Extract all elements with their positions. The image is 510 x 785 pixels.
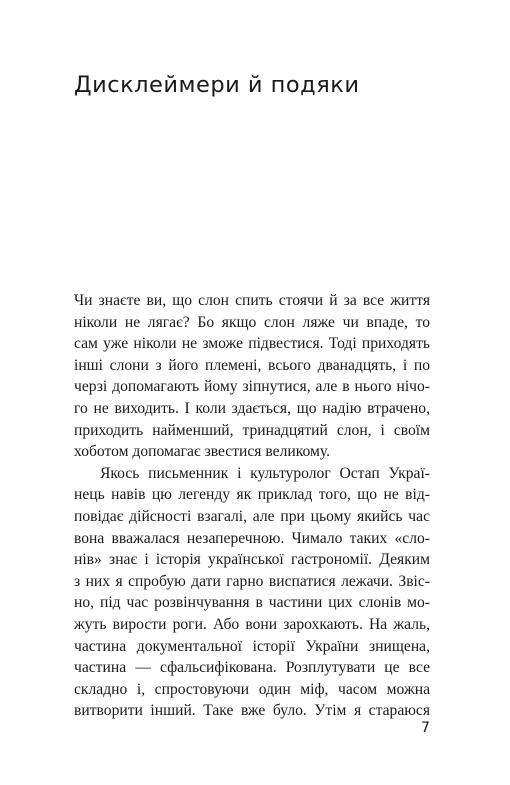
chapter-title: Дисклеймери й подяки	[74, 72, 360, 98]
text-line: частина — сфальсифікована. Розплутувати це все	[74, 659, 430, 677]
text-line: нець навів цю легенду як приклад того, що не від-	[74, 486, 430, 504]
text-line: ніколи не лягає? Бо якщо слон ляже чи впаде, то	[74, 313, 430, 331]
text-line: приходить найменший, тринадцятий слон, і своїм	[74, 421, 430, 439]
page-number: 7	[421, 720, 430, 736]
text-line: вона вважалася незаперечною. Чимало таких «сло-	[74, 529, 430, 547]
text-line: з них я спробую дати гарно виспатися лежачи. Звіс-	[74, 572, 430, 590]
text-line: повідає дійсності взагалі, але при цьому якийсь час	[74, 507, 430, 525]
text-line: Чи знаєте ви, що слон спить стоячи й за все життя	[74, 292, 430, 309]
text-line: складно і, спростовуючи один міф, часом можна	[74, 680, 430, 698]
text-line: інші слони з його племені, всього дванадцять, і по	[74, 356, 430, 374]
paragraph	[74, 463, 430, 722]
text-line: хоботом допомагає звестися великому.	[74, 443, 330, 461]
text-line: черзі допомагають йому зіпнутися, але в нього нічо-	[74, 378, 430, 396]
body-text	[74, 290, 430, 722]
text-line: нів» знає і історія української гастрономії. Деяким	[74, 551, 430, 569]
text-line: частина документальної історії України знищена,	[74, 637, 430, 655]
text-line: сам уже ніколи не зможе підвестися. Тоді приходять	[74, 335, 430, 353]
text-line: витворити інший. Таке вже було. Утім я стараюся	[74, 702, 430, 720]
paragraph	[74, 290, 430, 463]
text-line: жуть вирости роги. Або вони зарохкають. На жаль,	[74, 615, 430, 633]
text-line: но, під час розвінчування в частини цих слонів мо-	[74, 594, 430, 612]
text-line: го не виходить. І коли здається, що надію втрачено,	[74, 399, 430, 417]
text-line: Якось письменник і культуролог Остап Украї-	[100, 464, 430, 482]
